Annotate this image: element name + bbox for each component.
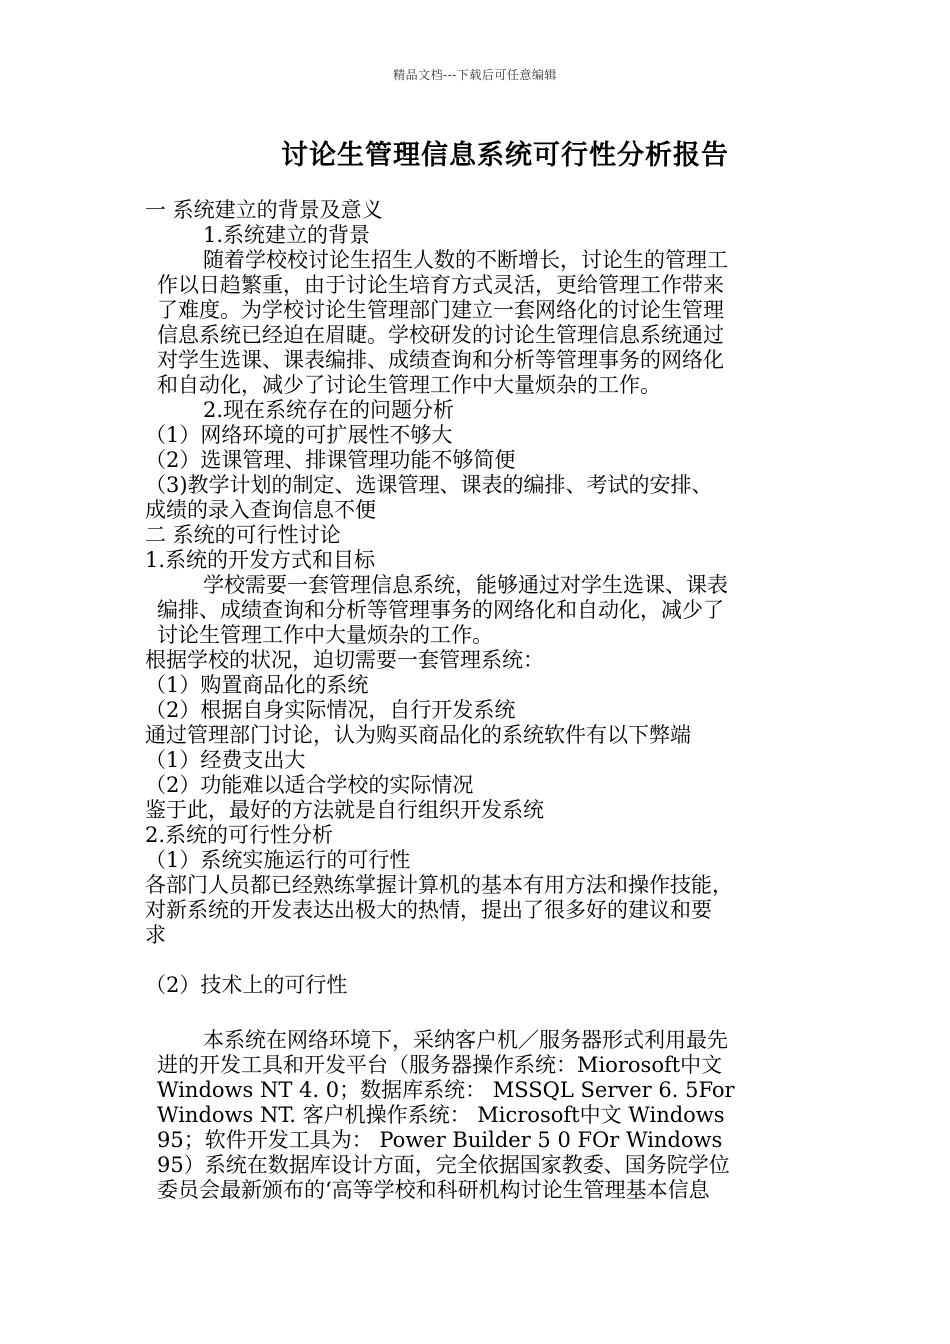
paragraph-line: 95）系统在数据库设计方面，完全依据国家教委、国务院学位: [157, 1153, 730, 1177]
paragraph-line: 本系统在网络环境下，采纳客户机／服务器形式利用最先: [203, 1028, 728, 1052]
list-item: （2）功能难以适合学校的实际情况: [145, 773, 474, 797]
paragraph-line: 委员会最新颁布的‘高等学校和科研机构讨论生管理基本信息: [157, 1178, 710, 1202]
list-item: （2）技术上的可行性: [145, 973, 348, 997]
paragraph-line: 根据学校的状况，迫切需要一套管理系统：: [145, 648, 544, 672]
paragraph-line: 进的开发工具和开发平台（服务器操作系统：Miorosoft中文: [157, 1053, 723, 1077]
list-item: （3)教学计划的制定、选课管理、课表的编排、考试的安排、: [145, 473, 713, 497]
list-item: （2）根据自身实际情况，自行开发系统: [145, 698, 516, 722]
list-item: （1）网络环境的可扩展性不够大: [145, 423, 453, 447]
section-heading-1: 一 系统建立的背景及意义: [145, 198, 383, 222]
paragraph-line: 鉴于此，最好的方法就是自行组织开发系统: [145, 798, 544, 822]
paragraph-line: Windows NT 4. 0；数据库系统： MSSQL Server 6. 5For: [157, 1078, 735, 1102]
spacer: [145, 998, 820, 1028]
subsection-heading-2-1: 1.系统的开发方式和目标: [145, 548, 376, 572]
list-item: （2）选课管理、排课管理功能不够简便: [145, 448, 516, 472]
subsection-heading-1-1: 1.系统建立的背景: [203, 223, 371, 247]
paragraph-line: 通过管理部门讨论，认为购买商品化的系统软件有以下弊端: [145, 723, 691, 747]
paragraph-line: 求: [145, 923, 166, 947]
document-title: 讨论生管理信息系统可行性分析报告: [281, 140, 729, 171]
subsection-heading-1-2: 2.现在系统存在的问题分析: [203, 398, 455, 422]
spacer: [145, 948, 820, 973]
paragraph-line: 编排、成绩查询和分析等管理事务的网络化和自动化，减少了: [157, 598, 724, 622]
header-note: 精品文档---下载后可任意编辑: [393, 68, 557, 82]
list-item: （1）经费支出大: [145, 748, 306, 772]
paragraph-line: Windows NT. 客户机操作系统： Microsoft中文 Windows: [157, 1103, 725, 1127]
paragraph-line: 讨论生管理工作中大量烦杂的工作。: [157, 623, 493, 647]
subsection-heading-2-2: 2.系统的可行性分析: [145, 823, 334, 847]
section-heading-2: 二 系统的可行性讨论: [145, 523, 341, 547]
paragraph-line: 对新系统的开发表达出极大的热情，提出了很多好的建议和要: [145, 898, 712, 922]
list-item: （1）系统实施运行的可行性: [145, 848, 411, 872]
paragraph-line: 对学生选课、课表编排、成绩查询和分析等管理事务的网络化: [157, 348, 724, 372]
list-item: （1）购置商品化的系统: [145, 673, 369, 697]
paragraph-line: 随着学校校讨论生招生人数的不断增长，讨论生的管理工: [203, 248, 728, 272]
list-item-continuation: 成绩的录入查询信息不便: [145, 498, 376, 522]
paragraph-line: 了难度。为学校讨论生管理部门建立一套网络化的讨论生管理: [157, 298, 724, 322]
paragraph-line: 和自动化，减少了讨论生管理工作中大量烦杂的工作。: [157, 373, 661, 397]
paragraph-line: 信息系统已经迫在眉睫。学校研发的讨论生管理信息系统通过: [157, 323, 724, 347]
paragraph-line: 学校需要一套管理信息系统，能够通过对学生选课、课表: [203, 573, 728, 597]
paragraph-line: 95；软件开发工具为： Power Builder 5 0 FOr Windows: [157, 1128, 723, 1152]
paragraph-line: 各部门人员都已经熟练掌握计算机的基本有用方法和操作技能，: [145, 873, 733, 897]
document-body: [145, 198, 820, 1203]
paragraph-line: 作以日趋繁重，由于讨论生培育方式灵活，更给管理工作带来: [157, 273, 724, 297]
